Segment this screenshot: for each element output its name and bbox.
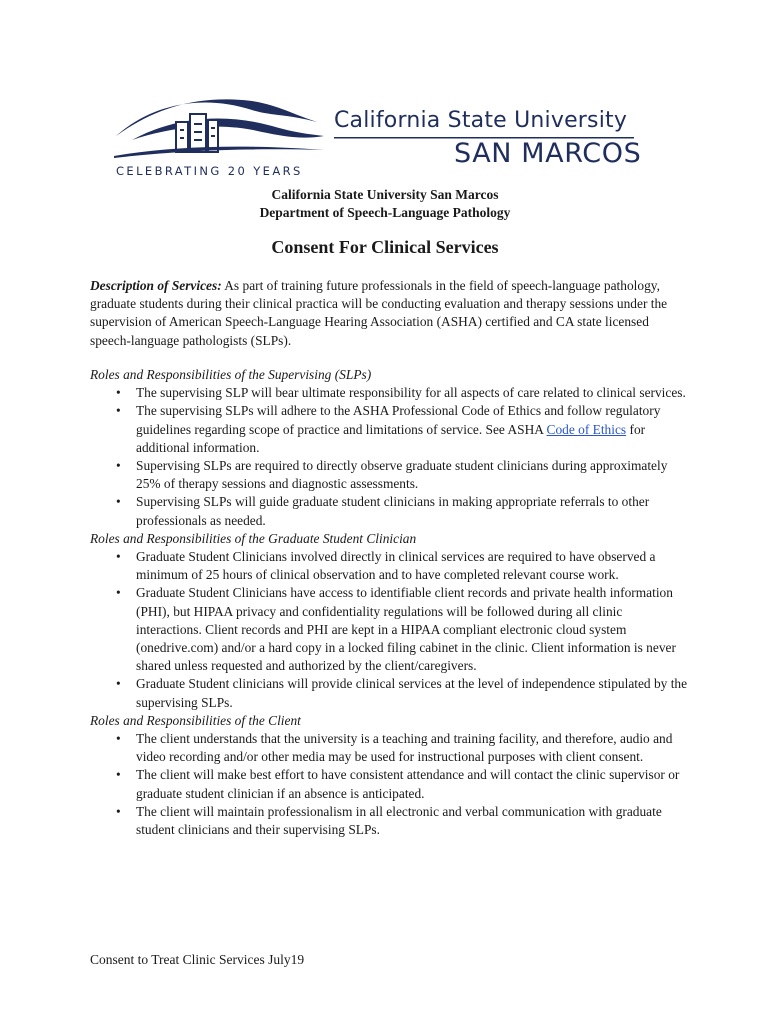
department-name: Department of Speech-Language Pathology — [259, 205, 511, 220]
code-of-ethics-link[interactable]: Code of Ethics — [546, 421, 627, 437]
responsibilities-sections — [90, 366, 690, 839]
section-heading-graduate-clinician: Roles and Responsibilities of the Graduate Student Clinician — [90, 530, 417, 546]
description-paragraph — [90, 277, 690, 350]
university-logo — [112, 96, 672, 182]
list-item: • Supervising SLPs will guide graduate student clinicians in making appropriate referrals to other professionals as needed. — [90, 493, 690, 529]
list-item: • Graduate Student clinicians will provide clinical services at the level of independence stipulated by the supervising SLPs. — [90, 675, 690, 711]
description-label: Description of Services: — [90, 278, 222, 293]
list-item-text: The supervising SLPs will adhere to the ASHA Professional Code of Ethics and follow regulatory guidelines regarding scope of practice and limitations of service. See ASHA — [136, 403, 661, 437]
section-heading-client: Roles and Responsibilities of the Client — [90, 712, 301, 728]
institution-block — [0, 186, 770, 222]
list-item: • Graduate Student Clinicians have access to identifiable client records and private health information (PHI), but HIPAA privacy and confidentiality regulations will be followed during all clinic interactions. Client records and PHI are kept in a HIPAA compliant electronic cloud system (onedrive.com) and/or a hard copy in a locked filing cabinet in the clinic. Client information is never shared unless requested and authorized by the client/caregivers. — [90, 584, 690, 675]
section-heading-supervising: Roles and Responsibilities of the Supervising (SLPs) — [90, 367, 372, 382]
list-item-text: for additional information. — [136, 421, 646, 455]
list-item: • Graduate Student Clinicians involved directly in clinical services are required to have observed a minimum of 25 hours of clinical observation and to have completed relevant course work. — [90, 548, 690, 584]
page-footer: Consent to Treat Clinic Services July19 — [90, 952, 305, 967]
list-item: • The client will maintain professionalism in all electronic and verbal communication with graduate student clinicians and their supervising SLPs. — [90, 803, 690, 839]
description-text: As part of training future professionals in the field of speech-language pathology, graduate students during their clinical practica will be conducting evaluation and therapy sessions under the supervision of American Speech-Language Hearing Association (ASHA) certified and CA state licensed speech-language pathologists (SLPs). — [90, 278, 668, 348]
document-title: Consent For Clinical Services — [271, 237, 499, 257]
institution-name: California State University San Marcos — [271, 187, 499, 202]
list-item — [90, 402, 690, 457]
client-list — [90, 730, 690, 839]
logo-tagline: CELEBRATING 20 YEARS — [116, 164, 303, 178]
logo-wordmark-line-1: California State University — [334, 108, 628, 133]
logo-wordmark-line-2: SAN MARCOS — [454, 138, 642, 169]
list-item: • The client will make best effort to have consistent attendance and will contact the clinic supervisor or graduate student clinician if an absence is anticipated. — [90, 766, 690, 802]
graduate-clinician-list — [90, 548, 690, 712]
list-item: • Supervising SLPs are required to directly observe graduate student clinicians during approximately 25% of therapy sessions and diagnostic assessments. — [90, 457, 690, 493]
supervising-list — [90, 384, 690, 530]
list-item: • The client understands that the university is a teaching and training facility, and therefore, audio and video recording and/or other media may be used for instructional purposes with client consent. — [90, 730, 690, 766]
campus-skyline-icon — [112, 96, 327, 162]
list-item: • The supervising SLP will bear ultimate responsibility for all aspects of care related to clinical services. — [90, 384, 690, 402]
